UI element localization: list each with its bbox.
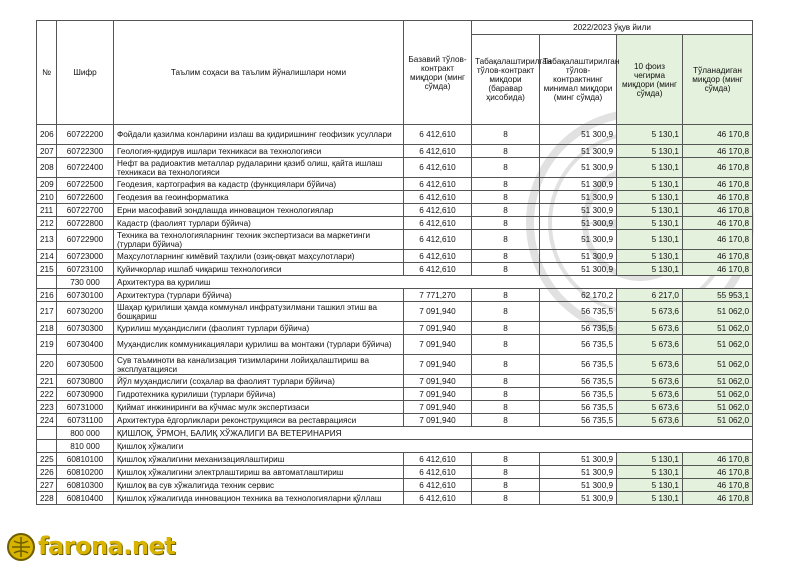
row-discount: 5 673,6 [617, 302, 683, 322]
row-pay: 51 062,0 [683, 335, 753, 355]
row-name: Гидротехника қурилиши (турлари бўйича) [114, 388, 404, 401]
table-row [37, 355, 753, 375]
row-discount: 5 673,6 [617, 335, 683, 355]
row-min: 51 300,9 [540, 158, 617, 178]
section-num-cell [37, 276, 57, 289]
row-discount: 5 130,1 [617, 230, 683, 250]
row-code: 60722300 [57, 145, 114, 158]
row-diff: 8 [472, 230, 540, 250]
table-row [37, 191, 753, 204]
table-row [37, 204, 753, 217]
row-num: 224 [37, 414, 57, 427]
row-base: 7 091,940 [404, 414, 472, 427]
row-name: Кадастр (фаолият турлари бўйича) [114, 217, 404, 230]
row-num: 213 [37, 230, 57, 250]
row-diff: 8 [472, 453, 540, 466]
row-discount: 5 673,6 [617, 388, 683, 401]
section-title: Архитектура ва қурилиш [114, 276, 753, 289]
site-logo [4, 526, 194, 566]
row-num: 212 [37, 217, 57, 230]
row-discount: 5 130,1 [617, 178, 683, 191]
col-name-header: Таълим соҳаси ва таълим йўналишлари номи [114, 21, 404, 125]
row-code: 60731000 [57, 401, 114, 414]
table-row [37, 145, 753, 158]
row-name: Маҳсулотларнинг кимёвий таҳлили (озиқ-овқат маҳсулотлари) [114, 250, 404, 263]
row-base: 6 412,610 [404, 178, 472, 191]
row-pay: 46 170,8 [683, 466, 753, 479]
row-min: 51 300,9 [540, 492, 617, 505]
row-name: Қуйичкорлар ишлаб чиқариш технологияси [114, 263, 404, 276]
row-diff: 8 [472, 322, 540, 335]
row-name: Муҳандислик коммуникациялари қурилиш ва монтажи (турлари бўйича) [114, 335, 404, 355]
row-code: 60730100 [57, 289, 114, 302]
row-code: 60730200 [57, 302, 114, 322]
row-pay: 51 062,0 [683, 322, 753, 335]
row-discount: 6 217,0 [617, 289, 683, 302]
row-name: Қурилиш муҳандислиги (фаолият турлари бўйича) [114, 322, 404, 335]
section-title: ҚИШЛОҚ, ЎРМОН, БАЛИҚ ХЎЖАЛИГИ ВА ВЕТЕРИНАРИЯ [114, 427, 753, 440]
row-code: 60722400 [57, 158, 114, 178]
row-pay: 46 170,8 [683, 230, 753, 250]
row-discount: 5 673,6 [617, 322, 683, 335]
table-row [37, 335, 753, 355]
row-min: 62 170,2 [540, 289, 617, 302]
row-code: 60730900 [57, 388, 114, 401]
table-row [37, 466, 753, 479]
row-min: 56 735,5 [540, 355, 617, 375]
row-diff: 8 [472, 217, 540, 230]
row-discount: 5 130,1 [617, 466, 683, 479]
row-base: 6 412,610 [404, 145, 472, 158]
row-pay: 46 170,8 [683, 191, 753, 204]
row-code: 60810300 [57, 479, 114, 492]
row-code: 60722900 [57, 230, 114, 250]
table-row [37, 178, 753, 191]
row-min: 51 300,9 [540, 230, 617, 250]
row-diff: 8 [472, 145, 540, 158]
row-min: 56 735,5 [540, 375, 617, 388]
row-pay: 46 170,8 [683, 178, 753, 191]
row-num: 227 [37, 479, 57, 492]
table-row [37, 388, 753, 401]
row-pay: 51 062,0 [683, 388, 753, 401]
table-row [37, 453, 753, 466]
row-min: 51 300,9 [540, 479, 617, 492]
row-num: 222 [37, 388, 57, 401]
row-code: 60723000 [57, 250, 114, 263]
row-base: 6 412,610 [404, 204, 472, 217]
row-name: Қишлоқ хўжалигини электрлаштириш ва автоматлаштириш [114, 466, 404, 479]
row-num: 215 [37, 263, 57, 276]
row-min: 56 735,5 [540, 388, 617, 401]
section-num-cell [37, 427, 57, 440]
row-code: 60810400 [57, 492, 114, 505]
row-pay: 51 062,0 [683, 302, 753, 322]
row-num: 228 [37, 492, 57, 505]
table-row [37, 230, 753, 250]
table-row [37, 217, 753, 230]
row-diff: 8 [472, 375, 540, 388]
row-pay: 46 170,8 [683, 250, 753, 263]
row-num: 217 [37, 302, 57, 322]
tuition-table [36, 20, 753, 505]
logo-text: farona.net [38, 532, 176, 560]
row-num: 220 [37, 355, 57, 375]
globe-icon [6, 532, 36, 562]
row-discount: 5 673,6 [617, 375, 683, 388]
row-name: Геодезия, картография ва кадастр (функциялари бўйича) [114, 178, 404, 191]
row-base: 6 412,610 [404, 492, 472, 505]
row-diff: 8 [472, 414, 540, 427]
row-diff: 8 [472, 204, 540, 217]
row-diff: 8 [472, 355, 540, 375]
row-name: Қишлоқ хўжалигини механизациялаштириш [114, 453, 404, 466]
col-code-header: Шифр [57, 21, 114, 125]
section-code: 810 000 [57, 440, 114, 453]
table-row [37, 479, 753, 492]
row-num: 226 [37, 466, 57, 479]
row-base: 7 091,940 [404, 388, 472, 401]
col-min-header: Табақалаштирилган тўлов-контрактнинг минимал миқдори (минг сўмда) [540, 35, 617, 125]
row-min: 51 300,9 [540, 125, 617, 145]
row-discount: 5 673,6 [617, 414, 683, 427]
row-diff: 8 [472, 466, 540, 479]
section-code: 730 000 [57, 276, 114, 289]
row-num: 219 [37, 335, 57, 355]
row-min: 56 735,5 [540, 414, 617, 427]
row-name: Техника ва технологияларнинг техник экспертизаси ва маркетинги (турлари бўйича) [114, 230, 404, 250]
row-code: 60722600 [57, 191, 114, 204]
row-code: 60730500 [57, 355, 114, 375]
row-base: 6 412,610 [404, 479, 472, 492]
row-diff: 8 [472, 479, 540, 492]
section-row [37, 427, 753, 440]
table-row [37, 375, 753, 388]
row-base: 7 091,940 [404, 335, 472, 355]
row-discount: 5 130,1 [617, 158, 683, 178]
row-code: 60730300 [57, 322, 114, 335]
row-name: Сув таъминоти ва канализация тизимларини лойиҳалаштириш ва эксплуатацияси [114, 355, 404, 375]
row-min: 51 300,9 [540, 263, 617, 276]
row-base: 7 091,940 [404, 322, 472, 335]
col-pay-header: Тўланадиган миқдор (минг сўмда) [683, 35, 753, 125]
row-name: Нефт ва радиоактив металлар рудаларини қазиб олиш, қайта ишлаш техникаси ва технологияси [114, 158, 404, 178]
section-title: Қишлоқ хўжалиги [114, 440, 753, 453]
section-row [37, 276, 753, 289]
row-name: Қишлоқ хўжалигида инновацион техника ва технологияларни қўллаш [114, 492, 404, 505]
row-discount: 5 130,1 [617, 217, 683, 230]
row-min: 51 300,9 [540, 466, 617, 479]
row-base: 6 412,610 [404, 453, 472, 466]
row-discount: 5 130,1 [617, 263, 683, 276]
row-discount: 5 130,1 [617, 145, 683, 158]
row-pay: 46 170,8 [683, 263, 753, 276]
row-num: 221 [37, 375, 57, 388]
row-min: 51 300,9 [540, 191, 617, 204]
row-min: 51 300,9 [540, 453, 617, 466]
table-row [37, 322, 753, 335]
row-diff: 8 [472, 492, 540, 505]
row-base: 6 412,610 [404, 263, 472, 276]
row-pay: 46 170,8 [683, 479, 753, 492]
row-min: 56 735,5 [540, 302, 617, 322]
row-diff: 8 [472, 302, 540, 322]
row-diff: 8 [472, 401, 540, 414]
row-base: 7 091,940 [404, 355, 472, 375]
row-base: 6 412,610 [404, 191, 472, 204]
row-min: 56 735,5 [540, 335, 617, 355]
row-min: 51 300,9 [540, 145, 617, 158]
row-discount: 5 130,1 [617, 453, 683, 466]
row-code: 60810100 [57, 453, 114, 466]
row-code: 60722800 [57, 217, 114, 230]
row-discount: 5 130,1 [617, 479, 683, 492]
row-discount: 5 130,1 [617, 250, 683, 263]
row-discount: 5 130,1 [617, 125, 683, 145]
row-name: Қиймат инжиниринги ва кўчмас мулк экспертизаси [114, 401, 404, 414]
row-diff: 8 [472, 289, 540, 302]
row-num: 209 [37, 178, 57, 191]
row-base: 7 091,940 [404, 401, 472, 414]
table-row [37, 289, 753, 302]
row-num: 225 [37, 453, 57, 466]
row-discount: 5 130,1 [617, 191, 683, 204]
row-code: 60810200 [57, 466, 114, 479]
table-row [37, 250, 753, 263]
row-base: 7 091,940 [404, 302, 472, 322]
row-pay: 46 170,8 [683, 453, 753, 466]
row-diff: 8 [472, 158, 540, 178]
academic-year-header: 2022/2023 ўқув йили [472, 21, 753, 35]
row-num: 223 [37, 401, 57, 414]
row-pay: 46 170,8 [683, 217, 753, 230]
row-name: Архитектура (турлари бўйича) [114, 289, 404, 302]
row-min: 51 300,9 [540, 204, 617, 217]
row-name: Архитектура ёдгорликлари реконструкцияси ва реставрацияси [114, 414, 404, 427]
row-num: 216 [37, 289, 57, 302]
table-row [37, 414, 753, 427]
row-diff: 8 [472, 263, 540, 276]
row-name: Шаҳар қурилиши ҳамда коммунал инфратузилмани ташкил этиш ва бошқариш [114, 302, 404, 322]
row-discount: 5 673,6 [617, 401, 683, 414]
row-discount: 5 673,6 [617, 355, 683, 375]
row-num: 206 [37, 125, 57, 145]
row-name: Қишлоқ ва сув хўжалигида техник сервис [114, 479, 404, 492]
row-num: 214 [37, 250, 57, 263]
row-base: 6 412,610 [404, 250, 472, 263]
row-min: 56 735,5 [540, 322, 617, 335]
row-name: Йўл муҳандислиги (соҳалар ва фаолият турлари бўйича) [114, 375, 404, 388]
row-pay: 51 062,0 [683, 375, 753, 388]
row-code: 60722200 [57, 125, 114, 145]
row-pay: 46 170,8 [683, 158, 753, 178]
row-num: 211 [37, 204, 57, 217]
row-diff: 8 [472, 191, 540, 204]
row-min: 51 300,9 [540, 217, 617, 230]
section-row [37, 440, 753, 453]
col-num-header: № [37, 21, 57, 125]
row-code: 60730800 [57, 375, 114, 388]
row-discount: 5 130,1 [617, 492, 683, 505]
row-diff: 8 [472, 125, 540, 145]
row-diff: 8 [472, 388, 540, 401]
col-diff-header: Табақалаштирилган тўлов-контракт миқдори (баравар ҳисобида) [472, 35, 540, 125]
section-code: 800 000 [57, 427, 114, 440]
row-base: 6 412,610 [404, 217, 472, 230]
row-pay: 46 170,8 [683, 492, 753, 505]
row-pay: 51 062,0 [683, 355, 753, 375]
row-code: 60730400 [57, 335, 114, 355]
row-base: 7 091,940 [404, 375, 472, 388]
table-row [37, 158, 753, 178]
row-diff: 8 [472, 178, 540, 191]
table-body [37, 125, 753, 505]
row-base: 7 771,270 [404, 289, 472, 302]
table-row [37, 492, 753, 505]
row-name: Геология-қидирув ишлари техникаси ва технологияси [114, 145, 404, 158]
row-diff: 8 [472, 335, 540, 355]
row-num: 208 [37, 158, 57, 178]
row-pay: 46 170,8 [683, 125, 753, 145]
section-num-cell [37, 440, 57, 453]
row-code: 60722500 [57, 178, 114, 191]
table-row [37, 302, 753, 322]
row-code: 60722700 [57, 204, 114, 217]
row-name: Ерни масофавий зондлашда инновацион технологиялар [114, 204, 404, 217]
row-name: Геодезия ва геоинформатика [114, 191, 404, 204]
row-code: 60723100 [57, 263, 114, 276]
row-min: 56 735,5 [540, 401, 617, 414]
row-discount: 5 130,1 [617, 204, 683, 217]
row-num: 207 [37, 145, 57, 158]
row-pay: 55 953,1 [683, 289, 753, 302]
row-diff: 8 [472, 250, 540, 263]
row-pay: 46 170,8 [683, 204, 753, 217]
col-discount-header: 10 фоиз чегирма миқдори (минг сўмда) [617, 35, 683, 125]
row-num: 218 [37, 322, 57, 335]
col-base-header: Базавий тўлов-контракт миқдори (минг сўмда) [404, 21, 472, 125]
table-row [37, 263, 753, 276]
table-row [37, 401, 753, 414]
table-row [37, 125, 753, 145]
row-pay: 51 062,0 [683, 414, 753, 427]
row-base: 6 412,610 [404, 125, 472, 145]
row-code: 60731100 [57, 414, 114, 427]
row-base: 6 412,610 [404, 466, 472, 479]
row-base: 6 412,610 [404, 158, 472, 178]
row-pay: 46 170,8 [683, 145, 753, 158]
row-name: Фойдали қазилма конларини излаш ва қидиришнинг геофизик усуллари [114, 125, 404, 145]
row-min: 51 300,9 [540, 178, 617, 191]
row-pay: 51 062,0 [683, 401, 753, 414]
row-min: 51 300,9 [540, 250, 617, 263]
row-num: 210 [37, 191, 57, 204]
row-base: 6 412,610 [404, 230, 472, 250]
